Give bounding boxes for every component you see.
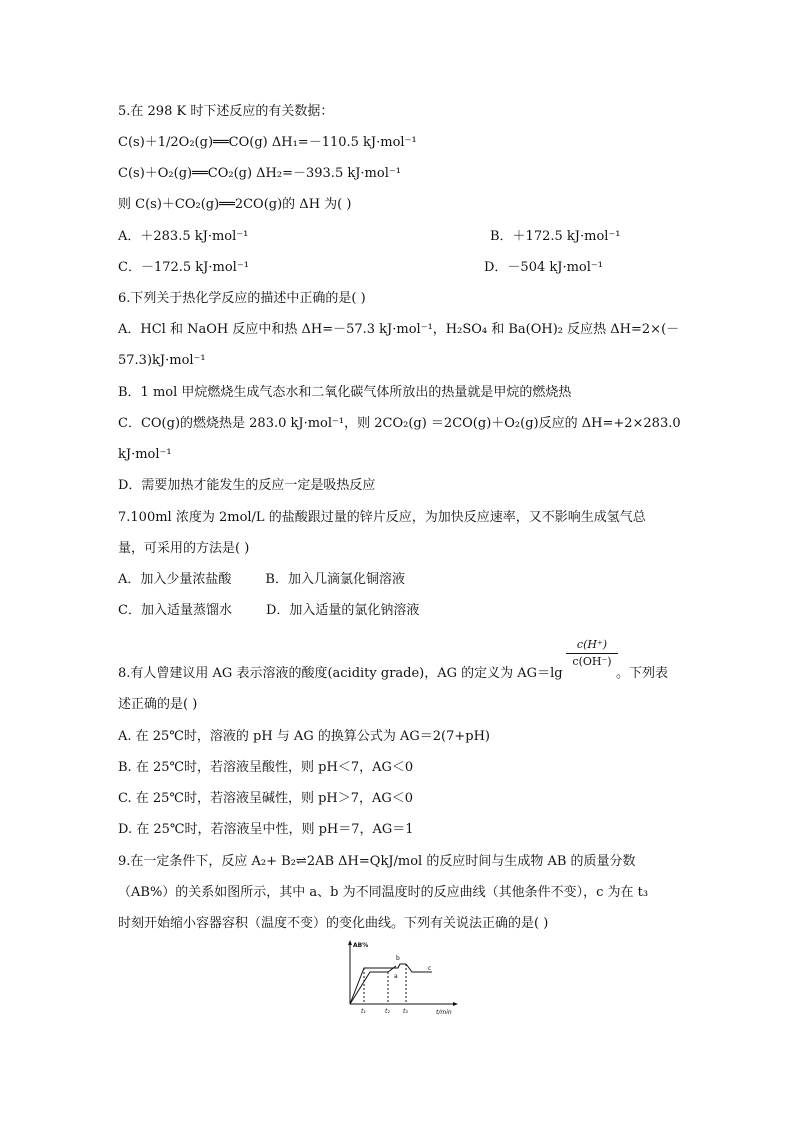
q6-option-a-line1: A．HCl 和 NaOH 反应中和热 ΔH=－57.3 kJ·mol⁻¹，H₂SO₄ 和 Ba(OH)₂ 反应热 ΔH=2×(－ — [118, 322, 680, 337]
q7-options-row1 — [118, 571, 676, 589]
fraction-bar — [566, 653, 618, 654]
q8-stem-text: 8.有人曾建议用 AG 表示溶液的酸度(acidity grade)，AG 的定义为 AG＝lg — [118, 666, 563, 681]
q5-option-d: D．－504 kJ·mol⁻¹ — [484, 260, 603, 275]
x-axis-label: t/min — [436, 1009, 452, 1016]
q8-option-b: B. 在 25℃时，若溶液呈酸性，则 pH＜7，AG＜0 — [118, 760, 414, 775]
tick-t3: t₃ — [403, 1008, 408, 1015]
q5-question: 则 C(s)＋CO₂(g)══2CO(g)的 ΔH 为( ) — [118, 197, 352, 212]
q6-option-c-line2: kJ·mol⁻¹ — [118, 447, 172, 462]
label-c: c — [428, 965, 432, 972]
y-axis-arrow — [348, 940, 352, 945]
q5-option-a: A．＋283.5 kJ·mol⁻¹ — [118, 229, 249, 244]
q6-option-d: D．需要加热才能发生的反应一定是吸热反应 — [118, 478, 376, 493]
q7-stem-line1: 7.100ml 浓度为 2mol/L 的盐酸跟过量的锌片反应，为加快反应速率，又不影响生成氢气总 — [118, 510, 646, 525]
q5-option-b: B．＋172.5 kJ·mol⁻¹ — [490, 229, 621, 244]
q7-options-row2 — [118, 602, 676, 620]
tick-t1: t₁ — [361, 1008, 366, 1015]
q8-stem-end: 。下列表 — [616, 666, 669, 681]
label-a: a — [394, 973, 398, 980]
q5-equation-2: C(s)＋O₂(g)══CO₂(g) ΔH₂=－393.5 kJ·mol⁻¹ — [118, 166, 401, 181]
q7-stem-line2: 量，可采用的方法是( ) — [118, 541, 250, 556]
q7-option-d: D．加入适量的氯化钠溶液 — [265, 603, 420, 618]
q8-stem-line2: 述正确的是( ) — [118, 697, 198, 712]
q7-option-c: C．加入适量蒸馏水 — [118, 603, 232, 618]
q5-options-row2 — [118, 259, 676, 277]
fraction-numerator: c(H⁺) — [576, 638, 608, 651]
q7-option-a: A．加入少量浓盐酸 — [118, 572, 232, 587]
q9-stem-line1: 9.在一定条件下，反应 A₂+ B₂⇌2AB ΔH=QkJ/mol 的反应时间与生成物 AB 的质量分数 — [118, 854, 636, 869]
label-b: b — [396, 955, 400, 962]
reaction-graph — [336, 938, 460, 1018]
ag-fraction — [564, 638, 620, 669]
q5-stem: 5.在 298 K 时下述反应的有关数据： — [118, 104, 334, 119]
q8-option-a: A. 在 25℃时，溶液的 pH 与 AG 的换算公式为 AG＝2(7+pH) — [118, 729, 490, 744]
q8-option-c: C. 在 25℃时，若溶液呈碱性，则 pH＞7，AG＜0 — [118, 791, 414, 806]
q6-option-b: B．1 mol 甲烷燃烧生成气态水和二氧化碳气体所放出的热量就是甲烷的燃烧热 — [118, 385, 572, 400]
q5-options-row1 — [118, 228, 676, 246]
q9-stem-line3: 时刻开始缩小容器容积（温度不变）的变化曲线。下列有关说法正确的是( ) — [118, 916, 549, 931]
q7-option-b: B．加入几滴氯化铜溶液 — [265, 572, 405, 587]
curve-b — [350, 964, 406, 1004]
q6-stem: 6.下列关于热化学反应的描述中正确的是( ) — [118, 291, 366, 306]
q6-option-c-line1: C．CO(g)的燃烧热是 283.0 kJ·mol⁻¹，则 2CO₂(g) ＝2CO(g)＋O₂(g)反应的 ΔH=+2×283.0 — [118, 416, 681, 431]
x-axis-arrow — [453, 1002, 458, 1006]
y-axis-label: AB% — [353, 942, 369, 949]
tick-t2: t₂ — [385, 1008, 390, 1015]
q5-option-c: C．－172.5 kJ·mol⁻¹ — [118, 260, 249, 275]
fraction-denominator: c(OH⁻) — [572, 655, 612, 668]
q6-option-a-line2: 57.3)kJ·mol⁻¹ — [118, 353, 206, 368]
q5-equation-1: C(s)＋1/2O₂(g)══CO(g) ΔH₁=－110.5 kJ·mol⁻¹ — [118, 135, 417, 150]
q9-stem-line2: （AB%）的关系如图所示，其中 a、b 为不同温度时的反应曲线（其他条件不变），c 为在 t₃ — [118, 885, 649, 900]
q8-option-d: D. 在 25℃时，若溶液呈中性，则 pH＝7，AG＝1 — [118, 822, 414, 837]
